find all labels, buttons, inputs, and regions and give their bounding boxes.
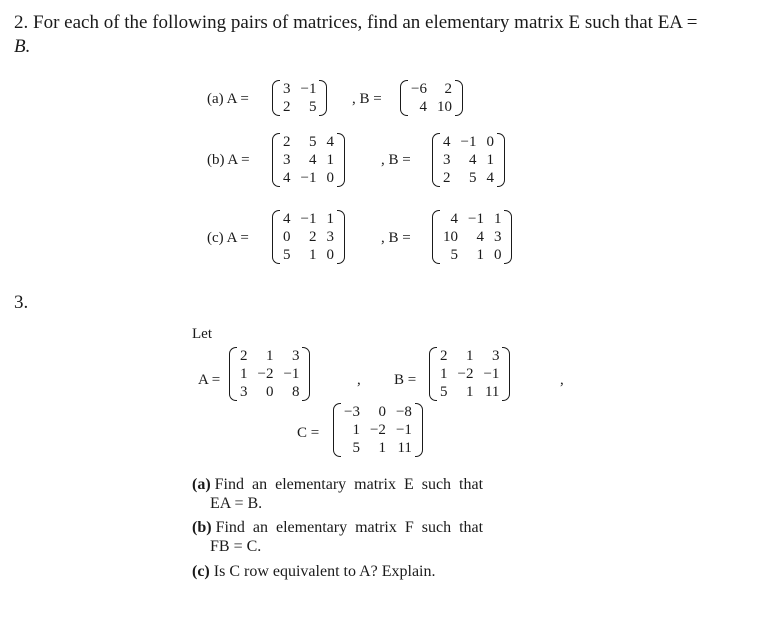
- q3-B-label: B =: [394, 372, 417, 388]
- matrix-bracket-left: [229, 347, 237, 401]
- matrix-bracket-left: [432, 210, 440, 264]
- matrix-entry: 2: [444, 81, 452, 97]
- matrix-bracket-right: [504, 210, 512, 264]
- q2b-label: (b) A =: [207, 152, 250, 168]
- q3-part-c-label: (c): [192, 563, 210, 580]
- matrix-entry: 3: [283, 81, 291, 97]
- matrix-entry: 3: [491, 348, 500, 364]
- matrix-entry: 2: [283, 99, 291, 115]
- q3-matrix-A: [229, 347, 310, 401]
- matrix-bracket-left: [333, 403, 341, 457]
- matrix-entry: 4: [326, 134, 334, 150]
- matrix-bracket-right: [502, 347, 510, 401]
- matrix-entry: 2: [283, 134, 291, 150]
- matrix-entry: 1: [465, 384, 474, 400]
- matrix-entry: 3: [283, 152, 291, 168]
- matrix-bracket-left: [272, 80, 280, 116]
- matrix-entry: −1: [460, 134, 477, 150]
- matrix-entry: 0: [486, 134, 494, 150]
- matrix-entry: −6: [411, 81, 427, 97]
- matrix-bracket-left: [272, 210, 280, 264]
- matrix-entry: 5: [440, 384, 448, 400]
- matrix-entry: 0: [283, 229, 291, 245]
- matrix-bracket-right: [337, 210, 345, 264]
- matrix-entry: 4: [468, 152, 477, 168]
- matrix-entry: 4: [486, 170, 494, 186]
- matrix-bracket-left: [429, 347, 437, 401]
- matrix-bracket-left: [272, 133, 280, 187]
- q2b-matrix-A: [272, 133, 345, 187]
- matrix-entry: 1: [486, 152, 494, 168]
- q2b-separator: , B =: [381, 152, 411, 168]
- matrix-entry: 3: [326, 229, 334, 245]
- q2c-matrix-B: [432, 210, 512, 264]
- q2c-label: (c) A =: [207, 230, 249, 246]
- q3-number: 3.: [14, 292, 29, 313]
- q3-part-a-label: (a): [192, 476, 211, 493]
- matrix-entry: 5: [450, 247, 458, 263]
- q2-statement-line2: B.: [14, 36, 31, 57]
- matrix-entry: 1: [240, 366, 248, 382]
- matrix-entry: 3: [493, 229, 502, 245]
- matrix-entry: 5: [283, 247, 291, 263]
- q3-matrix-C: [333, 403, 423, 457]
- matrix-entry: 4: [476, 229, 484, 245]
- matrix-entry: 4: [308, 152, 317, 168]
- matrix-entry: 0: [378, 404, 386, 420]
- q3-A-label: A =: [198, 372, 221, 388]
- matrix-entry: 1: [308, 247, 317, 263]
- matrix-bracket-left: [400, 80, 408, 116]
- matrix-entry: 0: [326, 247, 334, 263]
- q3-part-a-text1: Find an elementary matrix E such that: [214, 476, 484, 493]
- q3-part-c-text1: Is C row equivalent to A? Explain.: [213, 563, 436, 580]
- matrix-bracket-right: [415, 403, 423, 457]
- q2b-matrix-B: [432, 133, 505, 187]
- q3-let: Let: [192, 326, 212, 342]
- matrix-entry: 5: [352, 440, 360, 456]
- matrix-entry: 4: [283, 170, 291, 186]
- matrix-entry: 1: [476, 247, 484, 263]
- matrix-entry: 5: [308, 134, 317, 150]
- matrix-entry: 10: [436, 99, 452, 115]
- matrix-entry: 0: [265, 384, 274, 400]
- matrix-entry: 1: [378, 440, 386, 456]
- matrix-entry: 0: [326, 170, 334, 186]
- matrix-entry: 8: [291, 384, 300, 400]
- matrix-entry: 4: [450, 211, 458, 227]
- matrix-entry: 2: [440, 348, 448, 364]
- matrix-entry: 1: [465, 348, 474, 364]
- q3-C-label: C =: [297, 425, 320, 441]
- matrix-entry: 3: [291, 348, 300, 364]
- matrix-entry: 5: [308, 99, 317, 115]
- q2c-matrix-A: [272, 210, 345, 264]
- matrix-entry: −2: [257, 366, 274, 382]
- q3-part-b-label: (b): [192, 519, 212, 536]
- q3-part-b-text1: Find an elementary matrix F such that: [215, 519, 484, 536]
- matrix-entry: −2: [457, 366, 474, 382]
- matrix-entry: −2: [369, 422, 386, 438]
- q3-part-b: [192, 519, 572, 556]
- matrix-entry: 3: [240, 384, 248, 400]
- matrix-entry: −1: [483, 366, 500, 382]
- q2a-label: (a) A =: [207, 91, 249, 107]
- matrix-entry: 5: [468, 170, 477, 186]
- matrix-entry: 2: [308, 229, 317, 245]
- matrix-entry: 4: [443, 134, 451, 150]
- matrix-entry: 2: [240, 348, 248, 364]
- matrix-entry: −1: [395, 422, 412, 438]
- matrix-entry: −1: [468, 211, 484, 227]
- matrix-entry: −1: [283, 366, 300, 382]
- matrix-bracket-right: [337, 133, 345, 187]
- matrix-entry: 4: [419, 99, 427, 115]
- matrix-entry: 10: [443, 229, 458, 245]
- matrix-entry: −8: [395, 404, 412, 420]
- matrix-bracket-right: [455, 80, 463, 116]
- matrix-entry: 11: [397, 440, 412, 456]
- matrix-bracket-right: [302, 347, 310, 401]
- q3-part-b-text2: FB = C.: [210, 538, 262, 555]
- q3-comma-1: ,: [357, 372, 361, 388]
- matrix-bracket-right: [319, 80, 327, 116]
- matrix-entry: −3: [344, 404, 360, 420]
- matrix-entry: 1: [493, 211, 502, 227]
- matrix-entry: 1: [326, 211, 334, 227]
- matrix-entry: 1: [440, 366, 448, 382]
- matrix-entry: −1: [300, 81, 317, 97]
- matrix-entry: −1: [300, 211, 317, 227]
- matrix-bracket-right: [497, 133, 505, 187]
- matrix-entry: 2: [443, 170, 451, 186]
- q3-part-a-text2: EA = B.: [210, 495, 263, 512]
- q2a-separator: , B =: [352, 91, 382, 107]
- q3-part-c: [192, 563, 572, 581]
- matrix-entry: 1: [352, 422, 360, 438]
- matrix-entry: 0: [493, 247, 502, 263]
- matrix-bracket-left: [432, 133, 440, 187]
- matrix-entry: 11: [484, 384, 500, 400]
- matrix-entry: 1: [265, 348, 274, 364]
- q2c-separator: , B =: [381, 230, 411, 246]
- matrix-entry: 4: [283, 211, 291, 227]
- q2a-matrix-A: [272, 80, 327, 116]
- q3-comma-2: ,: [560, 372, 564, 388]
- q3-part-a: [192, 476, 572, 513]
- q2-statement-line1: 2. For each of the following pairs of matrices, find an elementary matrix E such that EA =: [14, 12, 698, 33]
- matrix-entry: −1: [300, 170, 317, 186]
- q3-matrix-B: [429, 347, 510, 401]
- matrix-entry: 1: [326, 152, 334, 168]
- matrix-entry: 3: [443, 152, 451, 168]
- q2a-matrix-B: [400, 80, 463, 116]
